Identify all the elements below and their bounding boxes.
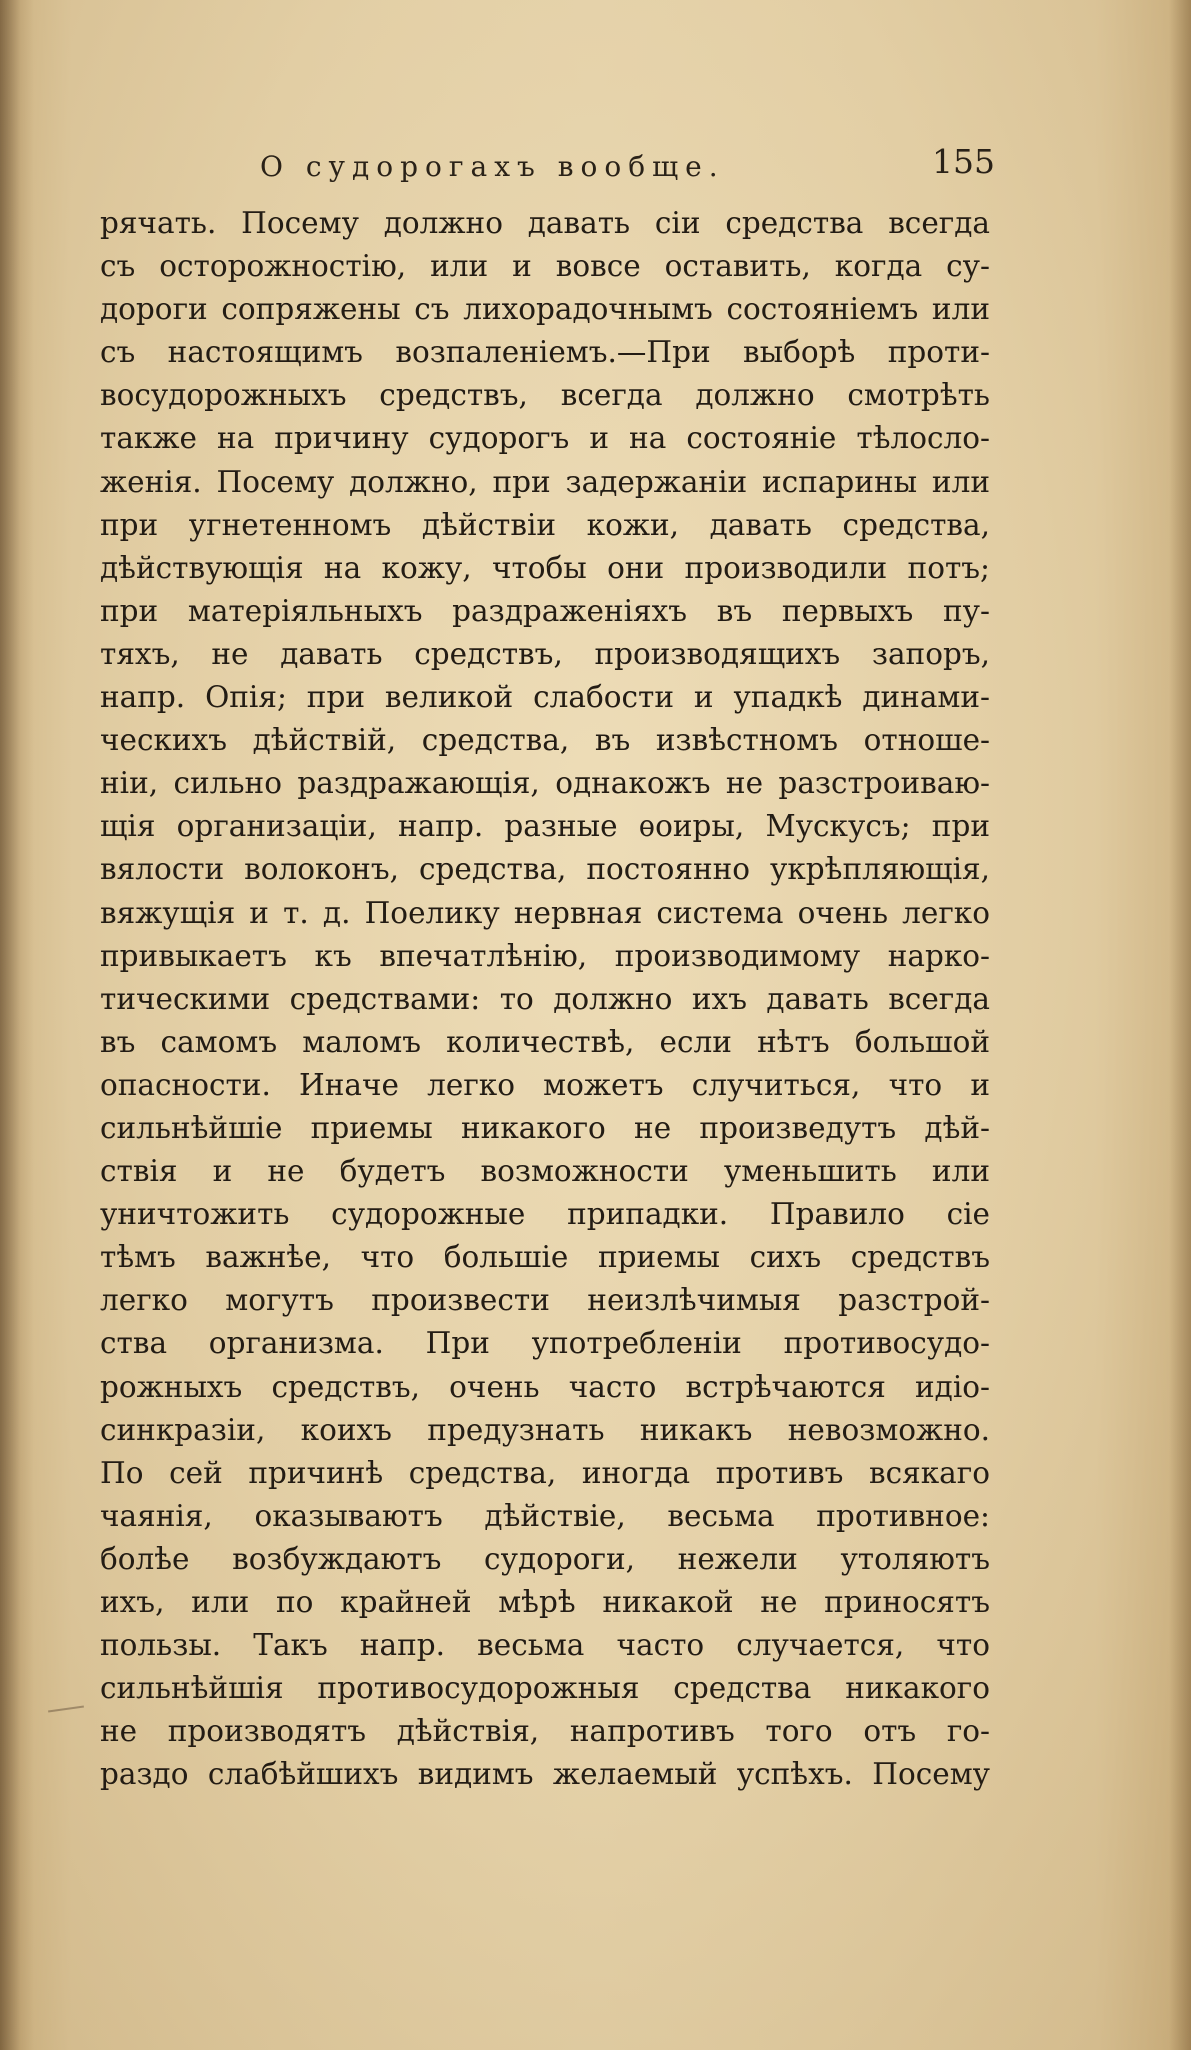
text-line: ніи, сильно раздражающія, однакожъ не разстроиваю- xyxy=(100,766,990,801)
text-line: тѣмъ важнѣе, что большіе приемы сихъ средствъ xyxy=(100,1240,990,1275)
text-line: дѣйствующія на кожу, чтобы они производили потъ; xyxy=(100,550,990,585)
text-line: восудорожныхъ средствъ, всегда должно смотрѣть xyxy=(100,378,990,413)
text-line: также на причину судорогъ и на состояніе тѣлосло- xyxy=(100,421,990,456)
text-line: ства организма. При употребленіи противосудо- xyxy=(100,1326,990,1361)
text-line: съ осторожностію, или и вовсе оставить, когда су- xyxy=(100,249,990,284)
text-line: ческихъ дѣйствій, средства, въ извѣстномъ отноше- xyxy=(100,723,990,758)
text-line: уничтожить судорожные припадки. Правило сіе xyxy=(100,1197,990,1232)
text-line: при матеріяльныхъ раздраженіяхъ въ первыхъ пу- xyxy=(100,593,990,628)
text-line: при угнетенномъ дѣйствіи кожи, давать средства, xyxy=(100,507,990,542)
text-line: сильнѣйшіе приемы никакого не произведутъ дѣй- xyxy=(100,1110,990,1145)
text-line: пользы. Такъ напр. весьма часто случается, что xyxy=(100,1628,990,1663)
text-line: сильнѣйшія противосудорожныя средства никакого xyxy=(100,1671,990,1706)
text-line: болѣе возбуждаютъ судороги, нежели утоляютъ xyxy=(100,1541,990,1576)
text-line: По сей причинѣ средства, иногда противъ всякаго xyxy=(100,1455,990,1490)
page-edge-shadow xyxy=(1169,0,1191,2050)
text-line: вялости волоконъ, средства, постоянно укрѣпляющія, xyxy=(100,852,990,887)
text-line: рячать. Посему должно давать сіи средства всегда xyxy=(100,206,990,240)
margin-pencil-mark xyxy=(48,1706,84,1713)
body-text xyxy=(100,202,990,1796)
text-line: ствія и не будетъ возможности уменьшить или xyxy=(100,1154,990,1189)
text-line: ихъ, или по крайней мѣрѣ никакой не приносятъ xyxy=(100,1585,990,1619)
text-line: женія. Посему должно, при задержаніи испарины или xyxy=(100,464,990,499)
text-line: вяжущія и т. д. Поелику нервная система очень легко xyxy=(100,895,990,930)
text-line: рожныхъ средствъ, очень часто встрѣчаются идіо- xyxy=(100,1369,990,1404)
page-number: 155 xyxy=(932,142,995,181)
text-line: синкразіи, коихъ предузнать никакъ невозможно. xyxy=(100,1412,990,1447)
text-line: привыкаетъ къ впечатлѣнію, производимому нарко- xyxy=(100,938,990,973)
text-line: опасности. Иначе легко можетъ случиться, что и xyxy=(100,1067,990,1102)
running-head xyxy=(100,142,1000,192)
spine-shadow xyxy=(0,0,34,2050)
text-line: напр. Опія; при великой слабости и упадкѣ динами- xyxy=(100,680,990,715)
text-line: щія организаціи, напр. разные ѳоиры, Мускусъ; при xyxy=(100,809,990,844)
text-line: не производятъ дѣйствія, напротивъ того отъ го- xyxy=(100,1714,990,1749)
text-line: тяхъ, не давать средствъ, производящихъ запоръ, xyxy=(100,636,990,671)
text-line: легко могутъ произвести неизлѣчимыя разстрой- xyxy=(100,1283,990,1318)
text-line: раздо слабѣйшихъ видимъ желаемый успѣхъ. Посему xyxy=(100,1757,990,1792)
text-line: дороги сопряжены съ лихорадочнымъ состояніемъ или xyxy=(100,292,990,327)
text-line: въ самомъ маломъ количествѣ, если нѣтъ большой xyxy=(100,1024,990,1059)
text-line: съ настоящимъ возпаленіемъ.—При выборѣ проти- xyxy=(100,335,990,370)
text-line: тическими средствами: то должно ихъ давать всегда xyxy=(100,981,990,1016)
text-line: чаянія, оказываютъ дѣйствіе, весьма противное: xyxy=(100,1498,990,1533)
running-title: О судорогахъ вообще. xyxy=(260,150,725,183)
